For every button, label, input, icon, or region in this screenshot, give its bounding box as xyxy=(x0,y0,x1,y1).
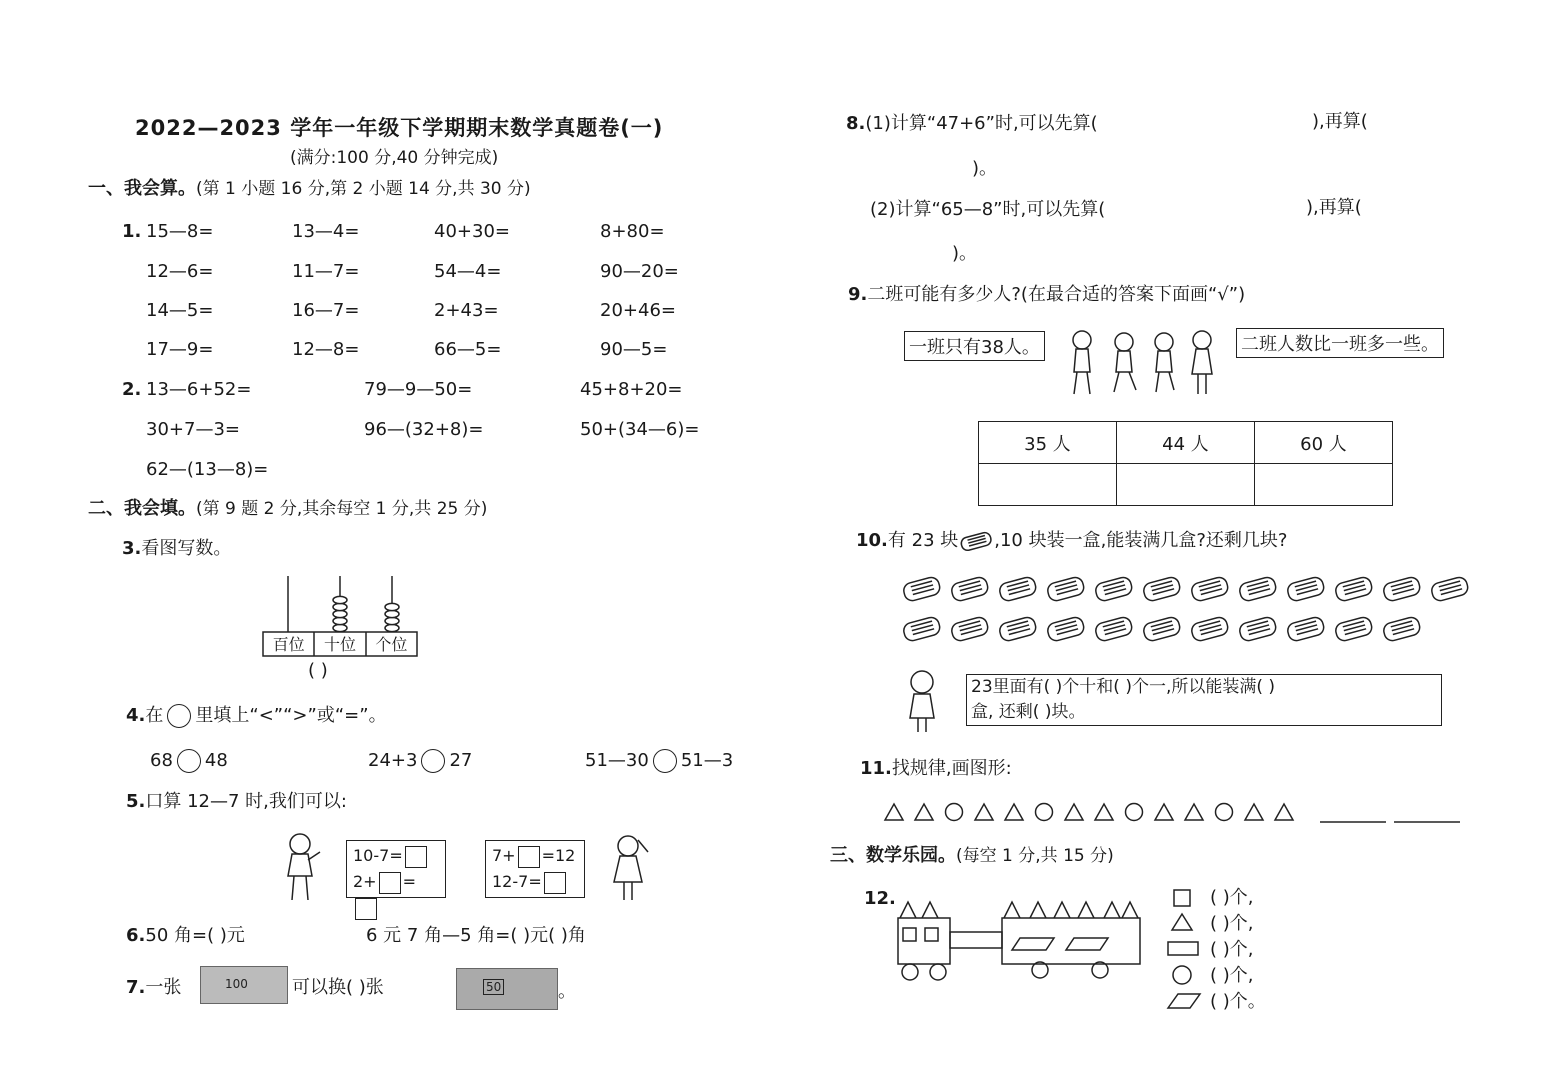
circle-shape xyxy=(1126,804,1143,821)
eraser-icon xyxy=(1094,616,1133,643)
eraser-icon xyxy=(1046,616,1085,643)
section1-note: (第 1 小题 16 分,第 2 小题 14 分,共 30 分) xyxy=(196,179,531,199)
eraser-icon xyxy=(1286,576,1325,603)
circle-shape xyxy=(1216,804,1233,821)
eraser-icon xyxy=(1094,576,1133,603)
eraser-icon xyxy=(1190,616,1229,643)
eraser-icon xyxy=(958,530,994,552)
answer-box[interactable] xyxy=(405,846,427,868)
q8-1-end: )。 xyxy=(972,158,998,179)
circle-icon xyxy=(167,704,191,728)
place-ones: 个位 xyxy=(375,635,408,654)
eraser-icon xyxy=(950,576,989,603)
q2-label: 2. xyxy=(122,379,142,400)
girl-illustration xyxy=(902,668,942,736)
eraser-icon xyxy=(1382,576,1421,603)
q8-part1 xyxy=(846,113,1098,135)
q3-text: 看图写数。 xyxy=(141,538,232,559)
section3-note: (每空 1 分,共 15 分) xyxy=(956,846,1114,866)
compare-circle[interactable] xyxy=(421,749,445,773)
q6-question xyxy=(126,925,245,947)
circle-shape xyxy=(946,804,963,821)
q4-right: 27 xyxy=(449,750,473,771)
q4-right: 51—3 xyxy=(680,750,734,771)
q10-bubble-line2: 盒, 还剩( )块。 xyxy=(971,702,1086,722)
q3-question xyxy=(122,538,231,560)
girl-speech-bubble xyxy=(485,840,585,898)
q4-comparison xyxy=(150,749,228,773)
compare-circle[interactable] xyxy=(653,749,677,773)
shape-legend-icons xyxy=(1158,886,1208,1016)
q7-text-post: 。 xyxy=(558,981,576,1002)
triangle-shape xyxy=(915,804,933,820)
q1-problem: 66—5= xyxy=(434,339,502,360)
class2-speech-bubble: 二班人数比一班多一些。 xyxy=(1236,328,1444,358)
q8-1-then: ),再算( xyxy=(1312,111,1368,132)
answer-box[interactable] xyxy=(355,898,377,920)
boy-eq1: 10-7= xyxy=(353,846,403,865)
triangle-shape xyxy=(1185,804,1203,820)
q7-label: 7. xyxy=(126,977,146,998)
girl-illustration xyxy=(606,832,652,902)
q1-problem: 90—5= xyxy=(600,339,668,360)
q11-question xyxy=(860,758,1012,780)
q2-problem: 30+7—3= xyxy=(146,419,240,440)
q7-text-pre: 一张 xyxy=(145,977,182,998)
q10-label: 10. xyxy=(856,530,888,551)
q5-text: 口算 12—7 时,我们可以: xyxy=(145,791,347,812)
q11-label: 11. xyxy=(860,758,892,779)
q10-speech-bubble xyxy=(966,674,1442,726)
eraser-icon xyxy=(1382,616,1421,643)
eraser-icon xyxy=(902,616,941,643)
place-value-labels xyxy=(263,634,417,656)
option-35: 35 人 xyxy=(979,422,1117,464)
q12-count-blank[interactable]: ( )个, xyxy=(1210,913,1254,934)
q2-problem: 13—6+52= xyxy=(146,379,252,400)
girl-eq2: 12-7= xyxy=(492,872,542,891)
q3-label: 3. xyxy=(122,538,142,559)
q1-problem: 90—20= xyxy=(600,261,679,282)
boy-eq2a: 2+ xyxy=(353,872,377,891)
q1-problem: 20+46= xyxy=(600,300,676,321)
eraser-icon xyxy=(1286,616,1325,643)
eraser-icon xyxy=(998,576,1037,603)
q2-problem: 96—(32+8)= xyxy=(364,419,484,440)
q2-problem: 62—(13—8)= xyxy=(146,459,269,480)
exam-subtitle: (满分:100 分,40 分钟完成) xyxy=(290,148,499,168)
answer-box[interactable] xyxy=(544,872,566,894)
section1-title: 一、我会算。 xyxy=(88,178,196,199)
triangle-shape xyxy=(885,804,903,820)
q6-part-b: 6 元 7 角—5 角=( )元( )角 xyxy=(366,925,586,946)
answer-box[interactable] xyxy=(379,872,401,894)
q7-question xyxy=(126,977,181,999)
banknote-100-value: 100 xyxy=(225,977,248,991)
q10-bubble-line1: 23里面有( )个十和( )个一,所以能装满( ) xyxy=(971,677,1276,697)
eraser-icon xyxy=(950,616,989,643)
q1-label: 1. xyxy=(122,221,142,242)
q1-problem: 11—7= xyxy=(292,261,360,282)
triangle-shape xyxy=(1275,804,1293,820)
abacus-bead xyxy=(385,617,399,624)
check-cell-35[interactable] xyxy=(979,464,1117,506)
q4-comparison xyxy=(585,749,733,773)
section2-heading xyxy=(88,498,487,520)
eraser-icon xyxy=(998,616,1037,643)
place-tens: 十位 xyxy=(323,635,356,654)
eraser-icon xyxy=(1238,576,1277,603)
section2-note: (第 9 题 2 分,其余每空 1 分,共 25 分) xyxy=(196,499,488,519)
q7-text-mid: 可以换( )张 xyxy=(292,977,384,998)
check-cell-44[interactable] xyxy=(1117,464,1255,506)
shape-pattern xyxy=(884,800,1474,826)
section3-heading xyxy=(830,845,1114,867)
q4-text-post: 里填上“<”“>”或“=”。 xyxy=(195,705,387,726)
abacus-bead xyxy=(333,624,347,631)
boy-illustration xyxy=(278,830,328,902)
q12-count-blank[interactable]: ( )个, xyxy=(1210,965,1254,986)
abacus-bead xyxy=(333,617,347,624)
eraser-icon xyxy=(1334,616,1373,643)
triangle-shape xyxy=(1065,804,1083,820)
q1-problem: 13—4= xyxy=(292,221,360,242)
q1-problem: 12—6= xyxy=(146,261,214,282)
answer-box[interactable] xyxy=(518,846,540,868)
erasers-illustration xyxy=(900,572,1480,652)
eraser-icon xyxy=(1430,576,1469,603)
q9-question xyxy=(848,284,1245,306)
q12-count-blank[interactable]: ( )个, xyxy=(1210,939,1254,960)
abacus-bead xyxy=(385,624,399,631)
triangle-shape xyxy=(1155,804,1173,820)
q6-label: 6. xyxy=(126,925,146,946)
q4-label: 4. xyxy=(126,705,146,726)
q1-problem: 40+30= xyxy=(434,221,510,242)
q4-comparison xyxy=(368,749,472,773)
q9-text: 二班可能有多少人?(在最合适的答案下面画“√”) xyxy=(867,284,1246,305)
option-60: 60 人 xyxy=(1255,422,1393,464)
q3-answer-blank[interactable]: ( ) xyxy=(308,660,328,681)
girl-eq1a: 7+ xyxy=(492,846,516,865)
q5-question xyxy=(126,791,347,813)
eraser-icon xyxy=(1238,616,1277,643)
boy-speech-bubble xyxy=(346,840,446,898)
q2-problem: 50+(34—6)= xyxy=(580,419,700,440)
q1-problem: 15—8= xyxy=(146,221,214,242)
abacus-bead xyxy=(385,610,399,617)
place-hundreds: 百位 xyxy=(272,635,305,654)
abacus-bead xyxy=(333,610,347,617)
boy-eq2b: = xyxy=(402,872,416,891)
q8-2-then: ),再算( xyxy=(1306,197,1362,218)
q4-left: 68 xyxy=(150,750,173,771)
q10-text-pre: 有 23 块 xyxy=(887,530,959,551)
q1-problem: 17—9= xyxy=(146,339,214,360)
train-figure xyxy=(890,898,1150,984)
q9-answer-table xyxy=(978,421,1393,506)
q1-problem: 14—5= xyxy=(146,300,214,321)
eraser-icon xyxy=(1334,576,1373,603)
q8-1-text: (1)计算“47+6”时,可以先算( xyxy=(865,113,1098,134)
eraser-icon xyxy=(902,576,941,603)
q4-text-pre: 在 xyxy=(145,705,164,726)
q1-problem: 16—7= xyxy=(292,300,360,321)
q2-problem: 79—9—50= xyxy=(364,379,473,400)
q11-text: 找规律,画图形: xyxy=(891,758,1012,779)
q1-problem: 12—8= xyxy=(292,339,360,360)
circle-shape xyxy=(1036,804,1053,821)
triangle-shape xyxy=(1245,804,1263,820)
q4-left: 24+3 xyxy=(368,750,418,771)
abacus-bead xyxy=(333,603,347,610)
q12-count-blank[interactable]: ( )个, xyxy=(1210,887,1254,908)
q9-label: 9. xyxy=(848,284,868,305)
q10-text-post: ,10 块装一盒,能装满几盒?还剩几块? xyxy=(994,530,1288,551)
eraser-icon xyxy=(1142,576,1181,603)
q8-part2: (2)计算“65—8”时,可以先算( xyxy=(870,199,1106,220)
children-illustration xyxy=(1064,328,1224,398)
compare-circle[interactable] xyxy=(177,749,201,773)
q10-question xyxy=(856,530,1287,552)
triangle-shape xyxy=(975,804,993,820)
q12-label: 12. xyxy=(864,888,896,909)
q8-label: 8. xyxy=(846,113,866,134)
triangle-shape xyxy=(1005,804,1023,820)
q4-right: 48 xyxy=(204,750,228,771)
triangle-shape xyxy=(1095,804,1113,820)
q4-left: 51—30 xyxy=(585,750,649,771)
abacus-bead xyxy=(333,596,347,603)
banknote-50-value: 50 xyxy=(483,979,504,995)
q8-2-end: )。 xyxy=(952,243,978,264)
option-44: 44 人 xyxy=(1117,422,1255,464)
girl-eq1b: =12 xyxy=(541,846,576,865)
q12-count-blank[interactable]: ( )个。 xyxy=(1210,991,1266,1012)
class1-speech-bubble: 一班只有38人。 xyxy=(904,331,1045,361)
section2-title: 二、我会填。 xyxy=(88,498,196,519)
q6-part-a: 50 角=( )元 xyxy=(145,925,245,946)
banknote-50-image xyxy=(456,968,558,1010)
q2-problem: 45+8+20= xyxy=(580,379,683,400)
q1-problem: 8+80= xyxy=(600,221,665,242)
exam-title: 2022—2023 学年一年级下学期期末数学真题卷(一) xyxy=(135,116,664,140)
q1-problem: 54—4= xyxy=(434,261,502,282)
eraser-icon xyxy=(1190,576,1229,603)
q1-problem: 2+43= xyxy=(434,300,499,321)
eraser-icon xyxy=(1142,616,1181,643)
eraser-icon xyxy=(1046,576,1085,603)
section1-heading xyxy=(88,178,531,200)
section3-title: 三、数学乐园。 xyxy=(830,845,956,866)
abacus-bead xyxy=(385,603,399,610)
banknote-100-image xyxy=(200,966,288,1004)
q5-label: 5. xyxy=(126,791,146,812)
q4-question xyxy=(126,704,387,728)
check-cell-60[interactable] xyxy=(1255,464,1393,506)
